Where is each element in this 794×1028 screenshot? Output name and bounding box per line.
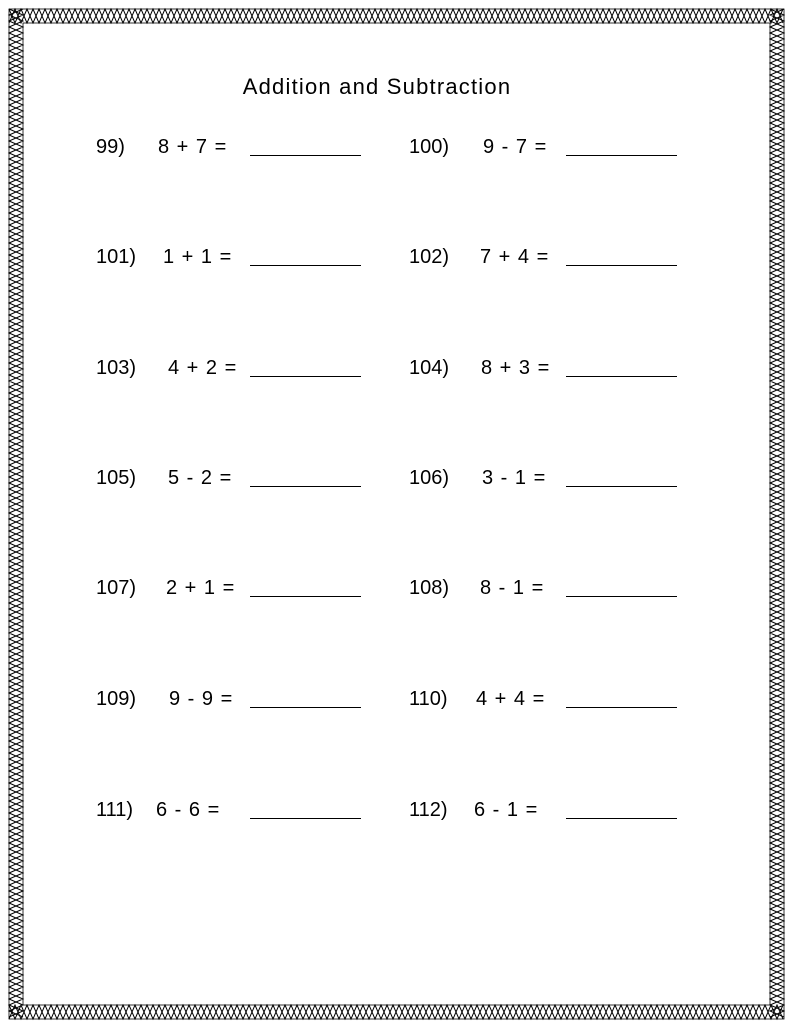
answer-line[interactable]	[250, 265, 361, 266]
problem-105	[96, 464, 366, 492]
problem-number: 110)	[409, 688, 448, 710]
problem-110	[409, 685, 679, 713]
answer-line[interactable]	[566, 265, 677, 266]
problem-number: 107)	[96, 577, 137, 599]
problem-number: 106)	[409, 467, 450, 489]
problem-expression: 9 - 9 =	[169, 688, 233, 710]
problem-106	[409, 464, 679, 492]
problem-expression: 5 - 2 =	[168, 467, 232, 489]
problem-100	[409, 133, 679, 161]
problem-number: 100)	[409, 136, 450, 158]
problem-101	[96, 243, 366, 271]
problem-expression: 4 + 4 =	[476, 688, 545, 710]
problem-109	[96, 685, 366, 713]
problem-108	[409, 574, 679, 602]
problem-number: 104)	[409, 357, 450, 379]
answer-line[interactable]	[566, 486, 677, 487]
answer-line[interactable]	[566, 818, 677, 819]
problem-expression: 8 - 1 =	[480, 577, 544, 599]
problem-103	[96, 354, 366, 382]
problem-111	[96, 796, 366, 824]
problem-expression: 6 - 1 =	[474, 799, 538, 821]
problem-102	[409, 243, 679, 271]
problem-expression: 7 + 4 =	[480, 246, 549, 268]
problem-number: 109)	[96, 688, 137, 710]
answer-line[interactable]	[250, 486, 361, 487]
problem-expression: 1 + 1 =	[163, 246, 232, 268]
problem-number: 111)	[96, 799, 134, 821]
answer-line[interactable]	[250, 707, 361, 708]
answer-line[interactable]	[250, 596, 361, 597]
problem-112	[409, 796, 679, 824]
answer-line[interactable]	[250, 818, 361, 819]
problem-expression: 6 - 6 =	[156, 799, 220, 821]
problem-expression: 9 - 7 =	[483, 136, 547, 158]
problem-number: 105)	[96, 467, 137, 489]
problem-expression: 3 - 1 =	[482, 467, 546, 489]
problem-number: 101)	[96, 246, 137, 268]
answer-line[interactable]	[566, 707, 677, 708]
page-title: Addition and Subtraction	[242, 74, 512, 99]
problem-expression: 8 + 3 =	[481, 357, 550, 379]
problem-number: 99)	[96, 136, 125, 158]
answer-line[interactable]	[250, 155, 361, 156]
problem-104	[409, 354, 679, 382]
answer-line[interactable]	[566, 376, 677, 377]
answer-line[interactable]	[566, 155, 677, 156]
problem-number: 102)	[409, 246, 450, 268]
problem-expression: 4 + 2 =	[168, 357, 237, 379]
problem-number: 112)	[409, 799, 448, 821]
problem-expression: 2 + 1 =	[166, 577, 235, 599]
answer-line[interactable]	[250, 376, 361, 377]
problem-99	[96, 133, 366, 161]
answer-line[interactable]	[566, 596, 677, 597]
problem-107	[96, 574, 366, 602]
problem-number: 103)	[96, 357, 137, 379]
problem-expression: 8 + 7 =	[158, 136, 227, 158]
problem-number: 108)	[409, 577, 450, 599]
